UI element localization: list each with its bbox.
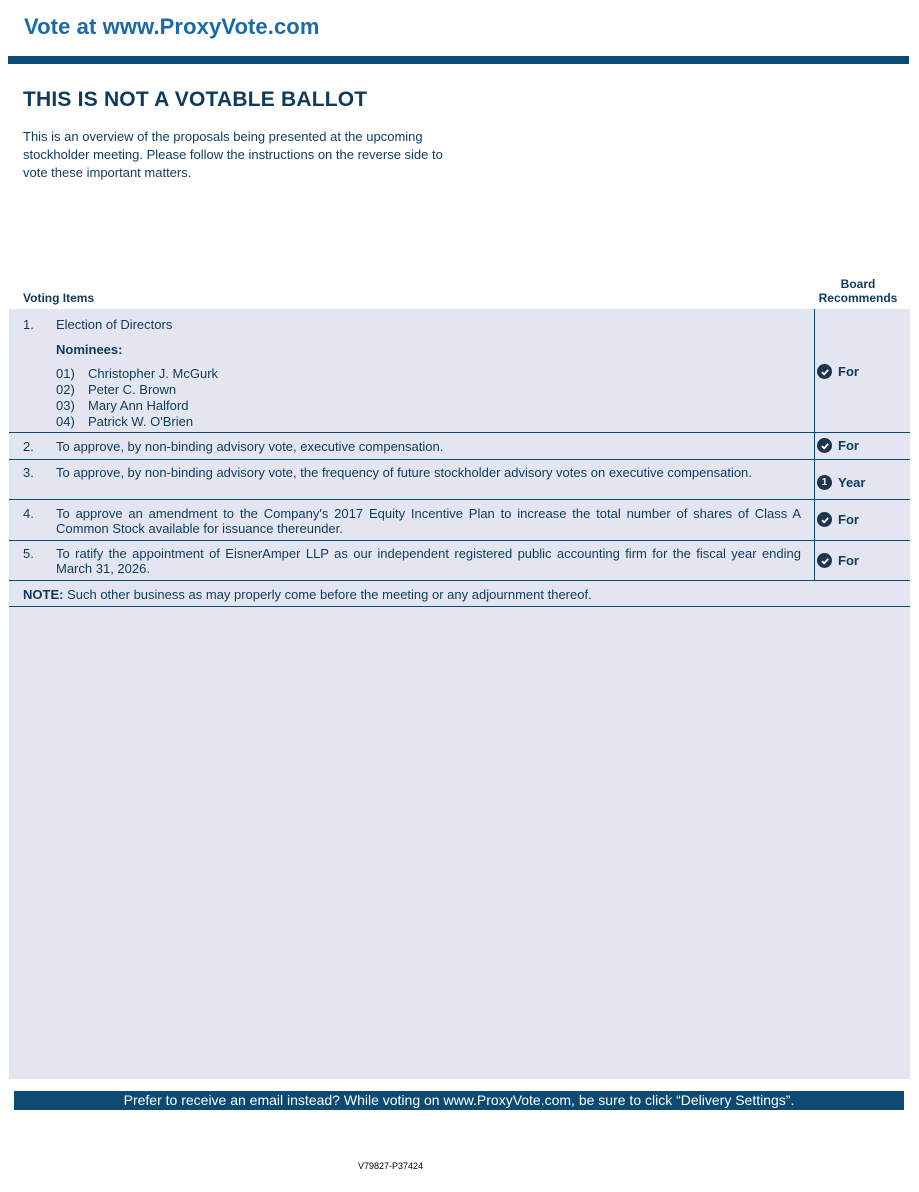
board-recommendation: For bbox=[817, 512, 859, 527]
board-heading-line1: Board bbox=[840, 277, 876, 291]
voting-item-2 bbox=[9, 433, 910, 460]
note-label: NOTE: bbox=[23, 587, 64, 602]
note-text bbox=[23, 587, 592, 602]
check-circle-icon bbox=[817, 512, 832, 527]
item-text: Election of Directors bbox=[56, 317, 173, 332]
column-divider bbox=[814, 460, 815, 499]
voting-item-1 bbox=[9, 309, 910, 433]
item-text: To ratify the appointment of EisnerAmper LLP as our independent registered public accounting firm for the fiscal year ending March 31, 2026. bbox=[56, 546, 801, 576]
board-recommendation: For bbox=[817, 364, 859, 379]
nominee: 03) Mary Ann Halford bbox=[56, 398, 189, 413]
item-number: 3. bbox=[23, 465, 34, 480]
board-recommendation: For bbox=[817, 553, 859, 568]
voting-item-5 bbox=[9, 541, 910, 581]
check-circle-icon bbox=[817, 438, 832, 453]
item-text: To approve, by non-binding advisory vote, executive compensation. bbox=[56, 439, 444, 454]
note-row bbox=[9, 581, 910, 607]
intro-text: This is an overview of the proposals being presented at the upcoming stockholder meeting. Please follow the instructions on the reverse side to vote these important matters. bbox=[23, 129, 443, 180]
proxyvote-header: Vote at www.ProxyVote.com bbox=[24, 14, 320, 39]
nominee: 01) Christopher J. McGurk bbox=[56, 366, 219, 381]
board-heading-line2: Recommends bbox=[818, 291, 898, 305]
column-divider bbox=[814, 541, 815, 580]
check-circle-icon bbox=[817, 364, 832, 379]
board-recommendation: 1 Year bbox=[817, 475, 865, 490]
item-number: 4. bbox=[23, 506, 34, 521]
header-rule bbox=[8, 56, 909, 64]
document-code: V79827-P37424 bbox=[358, 1161, 424, 1171]
nominee: 04) Patrick W. O'Brien bbox=[56, 414, 194, 429]
nominee: 02) Peter C. Brown bbox=[56, 382, 177, 397]
item-text: To approve an amendment to the Company's 2017 Equity Incentive Plan to increase the total number of shares of Class A Common Stock available for issuance thereunder. bbox=[56, 506, 801, 536]
nominees-label: Nominees: bbox=[56, 342, 123, 357]
nominee-list bbox=[56, 366, 218, 430]
column-divider bbox=[814, 433, 815, 459]
board-recommends-heading bbox=[808, 277, 908, 305]
item-number: 2. bbox=[23, 439, 34, 454]
check-circle-icon bbox=[817, 553, 832, 568]
one-circle-icon: 1 bbox=[817, 475, 832, 490]
page-title: THIS IS NOT A VOTABLE BALLOT bbox=[23, 88, 368, 111]
voting-items-heading: Voting Items bbox=[23, 291, 95, 305]
voting-item-4 bbox=[9, 500, 910, 541]
delivery-settings-banner: Prefer to receive an email instead? While voting on www.ProxyVote.com, be sure to click “Delivery Settings”. bbox=[14, 1091, 904, 1110]
column-divider bbox=[814, 500, 815, 540]
item-number: 1. bbox=[23, 317, 34, 332]
board-recommendation: For bbox=[817, 438, 859, 453]
voting-item-3 bbox=[9, 460, 910, 500]
column-divider bbox=[814, 309, 815, 432]
item-text: To approve, by non-binding advisory vote, the frequency of future stockholder advisory votes on executive compensation. bbox=[56, 465, 752, 480]
note-body: Such other business as may properly come before the meeting or any adjournment thereof. bbox=[67, 587, 592, 602]
item-number: 5. bbox=[23, 546, 34, 561]
